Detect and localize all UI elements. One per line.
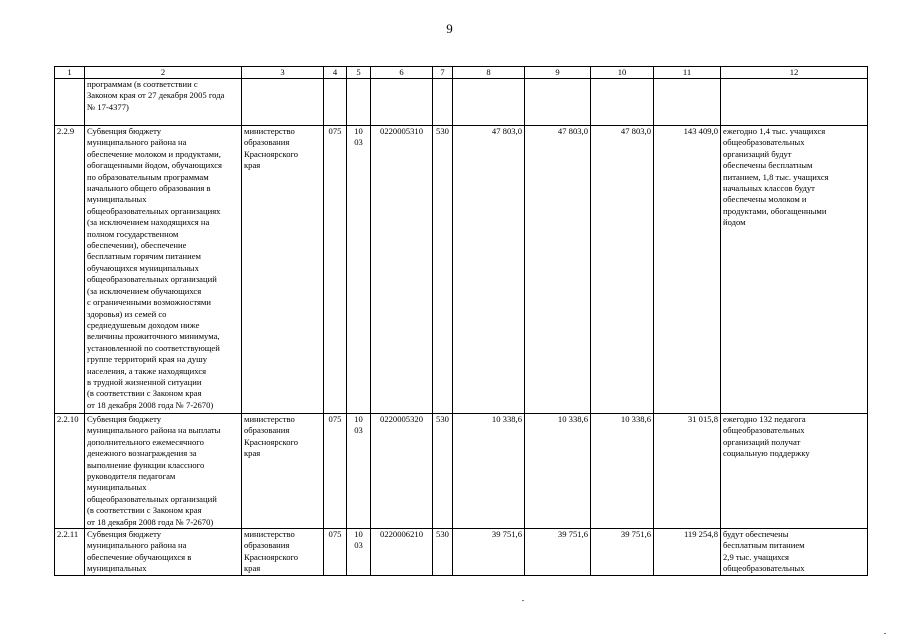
vr-code: 530 [433, 126, 453, 414]
measure-name: программам (в соответствии с Законом края от 27 декабря 2005 года № 17-4377) [85, 79, 242, 126]
column-header: 11 [654, 67, 721, 79]
amount-total: 119 254,8 [654, 529, 721, 576]
vr-code [433, 79, 453, 126]
row-number: 2.2.11 [55, 529, 85, 576]
amount-year3 [591, 79, 654, 126]
expected-result: ежегодно 132 педагога общеобразовательных организаций получат социальную поддержку [721, 414, 868, 529]
column-numbers-row [55, 67, 868, 79]
amount-year3: 47 803,0 [591, 126, 654, 414]
csr-code [371, 79, 433, 126]
ministry-cell [242, 79, 324, 126]
amount-year1: 10 338,6 [453, 414, 525, 529]
amount-year3: 10 338,6 [591, 414, 654, 529]
measure-name: Субвенция бюджету муниципального района на обеспечение молоком и продуктами, обогащенными йодом, обучающихся по образовательным программам начального общего образования в муниципальных общеобразовательных организациях (за исключением находящихся на полном государственном обеспечении), обеспечение бесплатным горячим питанием обучающихся муниципальных общеобразовательных организаций (за исключением обучающихся с ограниченными возможностями здоровья) из семей со среднедушевым доходом ниже величины прожиточного минимума, установленной по соответствующей группе территорий края на душу населения, а также находящихся в трудной жизненной ситуации (в соответствии с Законом края от 18 декабря 2008 года № 7-2670) [85, 126, 242, 414]
amount-year1 [453, 79, 525, 126]
column-header: 1 [55, 67, 85, 79]
amount-year2: 39 751,6 [525, 529, 591, 576]
row-number [55, 79, 85, 126]
amount-year1: 47 803,0 [453, 126, 525, 414]
scan-speck [884, 633, 886, 634]
column-header: 6 [371, 67, 433, 79]
column-header: 12 [721, 67, 868, 79]
expected-result: ежегодно 1,4 тыс. учащихся общеобразовательных организаций будут обеспечены бесплатным питанием, 1,8 тыс. учащихся начальных классов будут обеспечены молоком и продуктами, обогащенными йодом [721, 126, 868, 414]
column-header: 9 [525, 67, 591, 79]
ministry-cell: министерство образования Красноярского края [242, 529, 324, 576]
grbs-code: 075 [324, 529, 347, 576]
column-header: 7 [433, 67, 453, 79]
grbs-code: 075 [324, 414, 347, 529]
amount-year2 [525, 79, 591, 126]
measure-name: Субвенция бюджету муниципального района на выплаты дополнительного ежемесячного денежного вознаграждения за выполнение функции классного руководителя педагогам муниципальных общеобразовательных организаций (в соответствии с Законом края от 18 декабря 2008 года № 7-2670) [85, 414, 242, 529]
csr-code: 0220006210 [371, 529, 433, 576]
amount-total: 143 409,0 [654, 126, 721, 414]
csr-code: 0220005310 [371, 126, 433, 414]
table-row [55, 126, 868, 414]
grbs-code [324, 79, 347, 126]
expected-result [721, 79, 868, 126]
amount-total: 31 015,8 [654, 414, 721, 529]
row-number: 2.2.10 [55, 414, 85, 529]
column-header: 8 [453, 67, 525, 79]
rzpr-code: 10 03 [347, 126, 371, 414]
vr-code: 530 [433, 529, 453, 576]
column-header: 10 [591, 67, 654, 79]
column-header: 2 [85, 67, 242, 79]
measure-name: Субвенция бюджету муниципального района на обеспечение обучающихся в муниципальных [85, 529, 242, 576]
column-header: 5 [347, 67, 371, 79]
amount-year2: 10 338,6 [525, 414, 591, 529]
rzpr-code [347, 79, 371, 126]
rzpr-code: 10 03 [347, 414, 371, 529]
row-number: 2.2.9 [55, 126, 85, 414]
amount-year3: 39 751,6 [591, 529, 654, 576]
budget-table [54, 66, 868, 576]
scan-speck [522, 600, 524, 601]
page-number: 9 [446, 21, 453, 36]
ministry-cell: министерство образования Красноярского края [242, 414, 324, 529]
column-header: 4 [324, 67, 347, 79]
grbs-code: 075 [324, 126, 347, 414]
ministry-cell: министерство образования Красноярского края [242, 126, 324, 414]
amount-total [654, 79, 721, 126]
csr-code: 0220005320 [371, 414, 433, 529]
table-row [55, 414, 868, 529]
amount-year1: 39 751,6 [453, 529, 525, 576]
table-row [55, 529, 868, 576]
column-header: 3 [242, 67, 324, 79]
vr-code: 530 [433, 414, 453, 529]
expected-result: будут обеспечены бесплатным питанием 2,9 тыс. учащихся общеобразовательных [721, 529, 868, 576]
rzpr-code: 10 03 [347, 529, 371, 576]
table-row [55, 79, 868, 126]
amount-year2: 47 803,0 [525, 126, 591, 414]
